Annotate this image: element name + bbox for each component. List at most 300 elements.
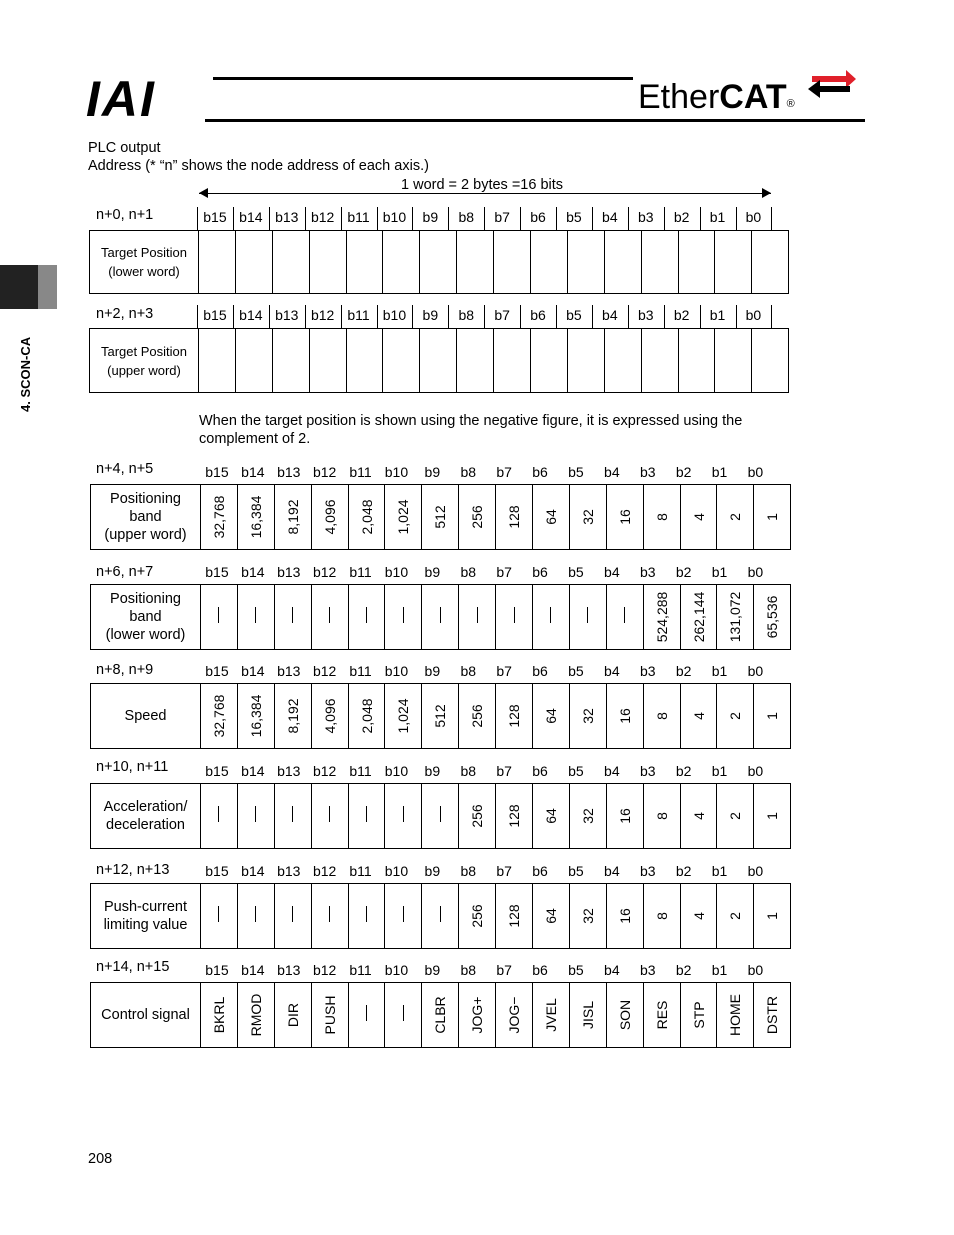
- table-row: [91, 784, 791, 849]
- bit-cell: [420, 231, 457, 294]
- bit-divider: [233, 305, 234, 328]
- bit-divider: [341, 305, 342, 328]
- unused-bit-mark: [366, 607, 367, 623]
- row-label-line: Positioning: [110, 591, 181, 607]
- bit-value: BKRL: [210, 996, 227, 1034]
- bit-value: 32: [579, 808, 596, 824]
- bit-value: 8: [653, 712, 670, 720]
- bit-label: b14: [241, 763, 265, 779]
- bit-label: b12: [312, 464, 337, 480]
- bit-value: 2: [727, 912, 744, 920]
- bit-cell: [235, 329, 272, 393]
- row-label: [91, 684, 201, 749]
- bit-value: 64: [542, 908, 559, 924]
- bit-label: b11: [349, 564, 372, 580]
- bit-cell: [422, 884, 459, 949]
- table-row: [91, 585, 791, 650]
- bit-cell: [496, 585, 533, 650]
- bit-label: b14: [239, 307, 263, 323]
- bit-cell: [604, 329, 641, 393]
- bit-label: b13: [275, 307, 299, 323]
- bit-cell: [754, 485, 791, 550]
- intro-line1: PLC output: [88, 140, 161, 156]
- bit-label: b2: [675, 464, 692, 480]
- bit-cell: [715, 329, 752, 393]
- bit-value: 262,144: [690, 591, 707, 643]
- bit-value: 2: [727, 712, 744, 720]
- bit-cell: [569, 884, 606, 949]
- bit-cell: [643, 983, 680, 1048]
- bit-cell: [606, 585, 643, 650]
- address-label: n+0, n+1: [96, 207, 154, 223]
- bit-label: b8: [460, 763, 477, 779]
- bit-label: b1: [711, 564, 728, 580]
- bit-cell: [643, 784, 680, 849]
- bit-value: 4: [690, 513, 707, 521]
- bit-cell: [385, 983, 422, 1048]
- row-label: [91, 983, 201, 1048]
- bit-value: 1: [764, 712, 781, 720]
- bit-divider: [448, 305, 449, 328]
- bit-divider: [771, 305, 772, 328]
- bit-cell: [348, 585, 385, 650]
- bit-cell: [569, 784, 606, 849]
- bit-cell: [641, 329, 678, 393]
- row-label-line: band: [129, 509, 162, 525]
- bit-cell: [272, 231, 309, 294]
- bit-divider: [592, 305, 593, 328]
- table-row: [91, 485, 791, 550]
- bit-value: 1,024: [395, 499, 412, 535]
- bit-label: b3: [639, 564, 656, 580]
- bit-label: b13: [277, 663, 301, 679]
- word-span-line: [199, 193, 771, 194]
- unused-bit-mark: [218, 806, 219, 822]
- bit-label: b1: [711, 663, 728, 679]
- row-label-line: Speed: [124, 708, 167, 724]
- bit-value: HOME: [727, 994, 744, 1036]
- bit-cell: [420, 329, 457, 393]
- unused-bit-mark: [329, 906, 330, 922]
- bit-cell: [274, 784, 311, 849]
- page-number: 208: [88, 1151, 113, 1167]
- bit-cell: [752, 231, 789, 294]
- bit-label: b5: [568, 564, 584, 580]
- bit-label: b5: [566, 307, 582, 323]
- bit-value: 32: [579, 509, 596, 525]
- bit-value: 32: [579, 908, 596, 924]
- bit-cell: [678, 329, 715, 393]
- bit-cell: [348, 784, 385, 849]
- bit-divider: [736, 207, 737, 230]
- bit-cell: [457, 231, 494, 294]
- bit-table: [90, 982, 791, 1048]
- bit-divider: [412, 305, 413, 328]
- chapter-tab-grey: [38, 265, 57, 309]
- bit-cell: [569, 684, 606, 749]
- bit-label: b8: [460, 663, 477, 679]
- bit-cell: [385, 585, 422, 650]
- bit-divider: [269, 207, 270, 230]
- bit-label: b0: [747, 962, 764, 978]
- bit-label: b7: [496, 763, 512, 779]
- bit-label: b6: [530, 307, 546, 323]
- bit-label: b5: [566, 209, 582, 225]
- bit-label: b12: [312, 763, 337, 779]
- table-row: [91, 684, 791, 749]
- bit-value: CLBR: [432, 996, 449, 1034]
- bit-label: b9: [424, 962, 441, 978]
- bit-cell: [680, 983, 717, 1048]
- row-label: [91, 884, 201, 949]
- header-rule-top: [213, 77, 633, 80]
- bit-label: b7: [496, 464, 512, 480]
- unused-bit-mark: [440, 607, 441, 623]
- bit-label: b9: [424, 863, 441, 879]
- bit-cell: [531, 231, 568, 294]
- bit-cell: [459, 884, 496, 949]
- bit-value: 8: [653, 513, 670, 521]
- bit-cell: [274, 884, 311, 949]
- bit-cell: [717, 983, 754, 1048]
- row-label: [90, 329, 199, 393]
- address-label: n+4, n+5: [96, 461, 154, 477]
- bit-cell: [533, 983, 570, 1048]
- unused-bit-mark: [514, 607, 515, 623]
- bit-value: JISL: [579, 1000, 596, 1030]
- bit-label: b14: [241, 663, 265, 679]
- bit-value: 128: [506, 804, 523, 828]
- bit-label: b11: [349, 464, 372, 480]
- bit-label: b13: [277, 564, 301, 580]
- note-line1: When the target position is shown using the negative figure, it is expressed using the: [199, 413, 743, 429]
- bit-cell: [348, 684, 385, 749]
- bit-label: b1: [711, 464, 728, 480]
- bit-cell: [604, 231, 641, 294]
- bit-cell: [494, 231, 531, 294]
- bit-cell: [311, 485, 348, 550]
- bit-label: b1: [711, 763, 728, 779]
- bit-divider: [700, 207, 701, 230]
- bit-label: b4: [604, 863, 620, 879]
- bit-table: [90, 584, 791, 650]
- bit-label: b11: [349, 663, 372, 679]
- bit-value: 4: [690, 712, 707, 720]
- bit-cell: [201, 585, 238, 650]
- bit-label: b3: [637, 307, 654, 323]
- address-label: n+10, n+11: [96, 759, 169, 775]
- bit-cell: [754, 684, 791, 749]
- row-label-line: Control signal: [101, 1007, 190, 1023]
- bit-cell: [385, 884, 422, 949]
- bit-label: b8: [458, 307, 475, 323]
- bit-label: b2: [673, 209, 690, 225]
- bit-label: b6: [532, 863, 548, 879]
- bit-value: SON: [616, 999, 633, 1031]
- bit-cell: [533, 784, 570, 849]
- bit-cell: [309, 231, 346, 294]
- bit-label: b5: [568, 863, 584, 879]
- bit-cell: [274, 585, 311, 650]
- row-label: [90, 231, 199, 294]
- unused-bit-mark: [255, 607, 256, 623]
- bit-label: b6: [532, 564, 548, 580]
- bit-divider: [628, 305, 629, 328]
- unused-bit-mark: [292, 906, 293, 922]
- bit-label: b12: [310, 307, 335, 323]
- unused-bit-mark: [255, 906, 256, 922]
- bit-label: b1: [711, 863, 728, 879]
- bit-table: [90, 484, 791, 550]
- bit-cell: [311, 884, 348, 949]
- bit-label: b3: [639, 464, 656, 480]
- bit-label: b11: [349, 763, 372, 779]
- bit-value: 256: [469, 505, 486, 529]
- bit-label: b1: [711, 962, 728, 978]
- bit-cell: [199, 231, 236, 294]
- bit-label: b14: [239, 209, 263, 225]
- row-label: [91, 485, 201, 550]
- bit-label: b6: [532, 962, 548, 978]
- bit-divider: [377, 207, 378, 230]
- bit-value: 16: [616, 908, 633, 924]
- bit-value: 32,768: [210, 694, 227, 738]
- unused-bit-mark: [366, 906, 367, 922]
- bit-label: b3: [639, 763, 656, 779]
- bit-divider: [700, 305, 701, 328]
- bit-label: b3: [637, 209, 654, 225]
- bit-label: b10: [382, 209, 407, 225]
- bit-value: STP: [690, 1001, 707, 1029]
- bit-value: RMOD: [247, 993, 264, 1037]
- bit-value: 64: [542, 509, 559, 525]
- bit-label: b2: [675, 663, 692, 679]
- unused-bit-mark: [329, 806, 330, 822]
- address-label: n+12, n+13: [96, 862, 170, 878]
- bit-value: 2,048: [358, 499, 375, 535]
- chapter-tab-label: [18, 322, 38, 422]
- row-label: [91, 585, 201, 650]
- note-line2: complement of 2.: [199, 431, 311, 447]
- bit-value: 256: [469, 704, 486, 728]
- bit-label: b4: [602, 209, 618, 225]
- bit-label: b11: [349, 863, 372, 879]
- bit-cell: [348, 884, 385, 949]
- address-label: n+14, n+15: [96, 959, 170, 975]
- bit-label: b10: [384, 464, 409, 480]
- bit-label: b9: [424, 564, 441, 580]
- bit-label: b8: [460, 863, 477, 879]
- bit-divider: [520, 305, 521, 328]
- bit-cell: [237, 983, 274, 1048]
- bit-cell: [531, 329, 568, 393]
- bit-cell: [533, 684, 570, 749]
- bit-value: 4: [690, 912, 707, 920]
- bit-label: b9: [422, 307, 439, 323]
- unused-bit-mark: [218, 906, 219, 922]
- ethercat-logo-part1: Ether: [638, 78, 720, 116]
- unused-bit-mark: [329, 607, 330, 623]
- bit-value: PUSH: [321, 995, 338, 1035]
- unused-bit-mark: [292, 806, 293, 822]
- bit-cell: [201, 983, 238, 1048]
- bit-label: b4: [604, 464, 620, 480]
- bit-cell: [346, 231, 383, 294]
- row-label-line: Positioning: [110, 491, 181, 507]
- bit-label: b4: [604, 564, 620, 580]
- bit-value: 524,288: [653, 591, 670, 643]
- bit-cell: [311, 585, 348, 650]
- row-label-line: limiting value: [103, 917, 188, 933]
- bit-value: JOG−: [506, 996, 523, 1034]
- bit-value: DSTR: [764, 995, 781, 1035]
- bit-value: 16: [616, 808, 633, 824]
- bit-label: b2: [673, 307, 690, 323]
- bit-value: JVEL: [542, 998, 559, 1032]
- bit-cell: [533, 585, 570, 650]
- bit-cell: [309, 329, 346, 393]
- bit-cell: [459, 983, 496, 1048]
- word-note: 1 word = 2 bytes =16 bits: [401, 177, 564, 193]
- row-label-line: (upper word): [107, 362, 181, 378]
- bit-label: b7: [494, 209, 510, 225]
- bit-label: b3: [639, 962, 656, 978]
- bit-cell: [717, 684, 754, 749]
- bit-cell: [496, 784, 533, 849]
- bit-cell: [680, 585, 717, 650]
- bit-value: 4: [690, 812, 707, 820]
- bit-cell: [641, 231, 678, 294]
- bit-table: [89, 328, 789, 393]
- bit-label: b13: [277, 962, 301, 978]
- bit-cell: [717, 585, 754, 650]
- bit-divider: [556, 207, 557, 230]
- bit-value: 131,072: [727, 591, 744, 643]
- address-label: n+2, n+3: [96, 306, 154, 322]
- bit-cell: [567, 329, 604, 393]
- bit-label: b9: [424, 464, 441, 480]
- bit-label: b15: [205, 464, 229, 480]
- bit-cell: [606, 884, 643, 949]
- bit-value: 128: [506, 904, 523, 928]
- bit-cell: [237, 784, 274, 849]
- bit-label: b6: [530, 209, 546, 225]
- bit-value: RES: [653, 1000, 670, 1030]
- bit-divider: [736, 305, 737, 328]
- bit-label: b10: [384, 962, 409, 978]
- bit-cell: [569, 485, 606, 550]
- unused-bit-mark: [477, 607, 478, 623]
- bit-cell: [311, 684, 348, 749]
- bit-value: 8: [653, 912, 670, 920]
- bit-label: b0: [747, 863, 764, 879]
- bit-value: 512: [432, 505, 449, 529]
- unused-bit-mark: [403, 1005, 404, 1021]
- row-label-line: Push-current: [103, 899, 187, 915]
- bit-value: 128: [506, 704, 523, 728]
- unused-bit-mark: [403, 806, 404, 822]
- bit-value: 4,096: [321, 499, 338, 535]
- bit-label: b5: [568, 962, 584, 978]
- bit-cell: [422, 485, 459, 550]
- bit-cell: [606, 485, 643, 550]
- bit-label: b7: [496, 564, 512, 580]
- bit-cell: [422, 684, 459, 749]
- unused-bit-mark: [292, 607, 293, 623]
- bit-label: b7: [496, 663, 512, 679]
- bit-divider: [664, 207, 665, 230]
- bit-label: b7: [496, 962, 512, 978]
- bit-label: b12: [312, 663, 337, 679]
- bit-value: 32: [579, 708, 596, 724]
- bit-value: 8,192: [284, 698, 301, 734]
- bit-value: 65,536: [764, 595, 781, 639]
- bit-cell: [459, 485, 496, 550]
- word-span-arrow-left: [199, 188, 208, 198]
- bit-label: b13: [275, 209, 299, 225]
- bit-cell: [201, 684, 238, 749]
- bit-divider: [305, 207, 306, 230]
- bit-table: [90, 883, 791, 949]
- unused-bit-mark: [624, 607, 625, 623]
- bit-label: b15: [205, 962, 229, 978]
- bit-label: b10: [382, 307, 407, 323]
- bit-label: b11: [347, 209, 370, 225]
- bit-cell: [346, 329, 383, 393]
- bit-label: b10: [384, 863, 409, 879]
- bit-cell: [754, 884, 791, 949]
- bit-cell: [533, 485, 570, 550]
- bit-label: b0: [747, 464, 764, 480]
- bit-table: [89, 230, 789, 294]
- bit-cell: [272, 329, 309, 393]
- bit-label: b10: [384, 763, 409, 779]
- bit-label: b4: [604, 763, 620, 779]
- bit-cell: [311, 784, 348, 849]
- bit-label: b9: [422, 209, 439, 225]
- bit-cell: [199, 329, 236, 393]
- bit-divider: [341, 207, 342, 230]
- bit-cell: [754, 784, 791, 849]
- bit-label: b8: [458, 209, 475, 225]
- bit-cell: [237, 684, 274, 749]
- bit-value: 8,192: [284, 499, 301, 535]
- bit-cell: [496, 684, 533, 749]
- row-label-line: deceleration: [106, 817, 185, 833]
- bit-cell: [754, 983, 791, 1048]
- bit-value: JOG+: [469, 996, 486, 1034]
- bit-cell: [643, 485, 680, 550]
- bit-cell: [569, 585, 606, 650]
- table-row: [91, 983, 791, 1048]
- bit-value: 16,384: [247, 495, 264, 539]
- bit-cell: [643, 884, 680, 949]
- bit-cell: [201, 485, 238, 550]
- bit-cell: [717, 784, 754, 849]
- bit-divider: [197, 305, 198, 328]
- bit-value: 64: [542, 808, 559, 824]
- bit-cell: [274, 684, 311, 749]
- unused-bit-mark: [587, 607, 588, 623]
- unused-bit-mark: [255, 806, 256, 822]
- bit-label: b0: [747, 564, 764, 580]
- bit-cell: [274, 983, 311, 1048]
- bit-cell: [680, 784, 717, 849]
- ethercat-logo-part2: CAT: [719, 78, 787, 116]
- row-label-line: Target Position: [101, 343, 187, 359]
- unused-bit-mark: [440, 806, 441, 822]
- bit-divider: [377, 305, 378, 328]
